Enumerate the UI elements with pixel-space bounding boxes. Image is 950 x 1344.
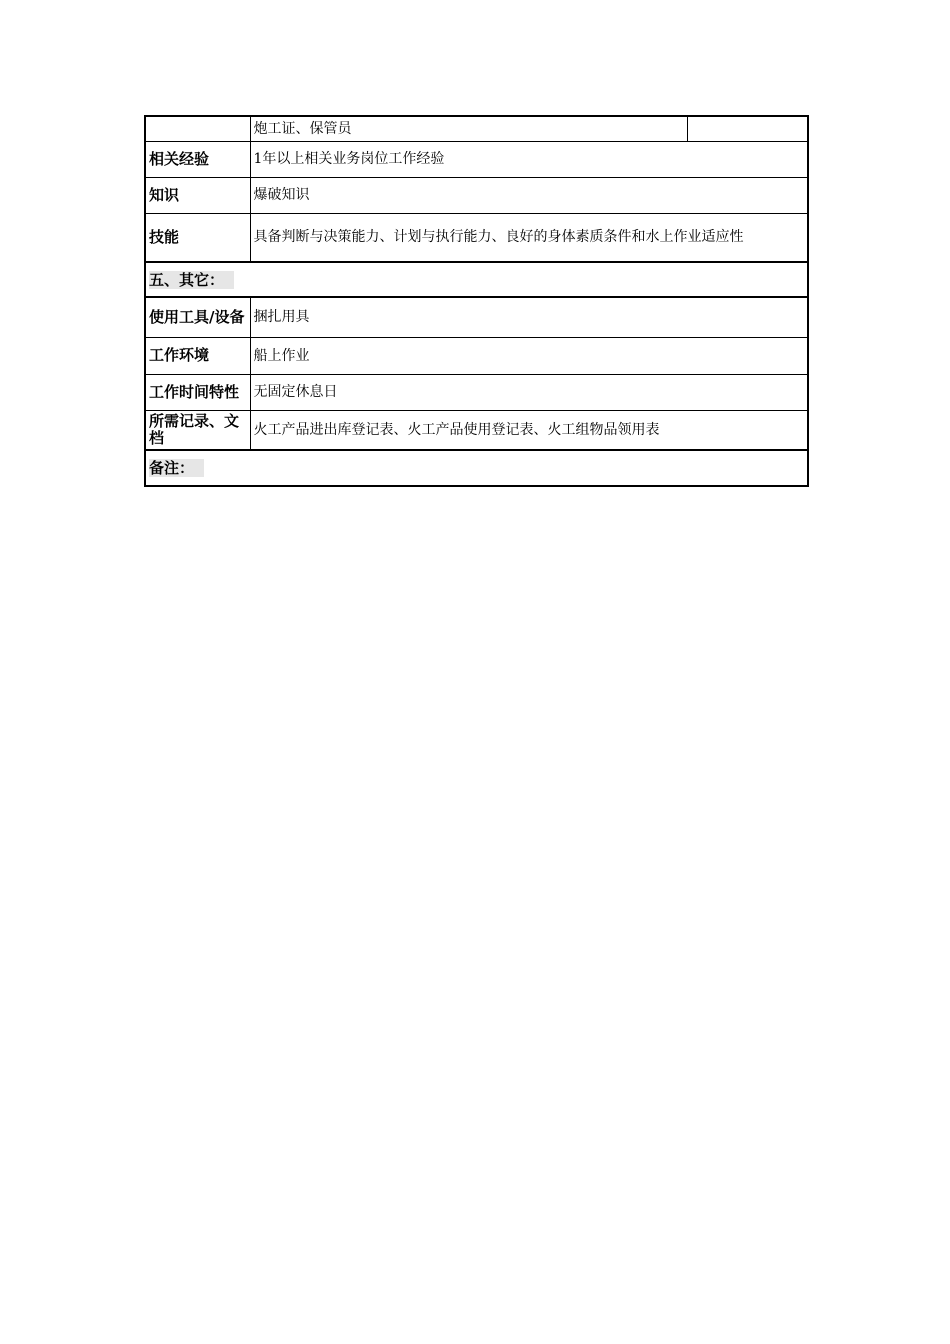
experience-row: [145, 141, 808, 177]
skills-row: [145, 213, 808, 262]
records-row: [145, 410, 808, 450]
certificate-row: [145, 116, 808, 141]
certificate-value: 炮工证、保管员: [250, 116, 687, 141]
knowledge-value: 爆破知识: [250, 177, 808, 213]
experience-label: 相关经验: [145, 141, 250, 177]
section-other-row: [145, 262, 808, 297]
experience-value: 1年以上相关业务岗位工作经验: [250, 141, 808, 177]
tools-value: 捆扎用具: [250, 297, 808, 337]
certificate-extra-cell: [687, 116, 808, 141]
work-time-row: [145, 374, 808, 410]
tools-label: 使用工具/设备: [145, 297, 250, 337]
work-time-value: 无固定休息日: [250, 374, 808, 410]
environment-label: 工作环境: [145, 337, 250, 374]
records-value: 火工产品进出库登记表、火工产品使用登记表、火工组物品领用表: [250, 410, 808, 450]
remarks-row: [145, 450, 808, 486]
remarks-title: 备注：: [149, 459, 204, 477]
work-time-label: 工作时间特性: [145, 374, 250, 410]
knowledge-label: 知识: [145, 177, 250, 213]
environment-row: [145, 337, 808, 374]
environment-value: 船上作业: [250, 337, 808, 374]
records-label: 所需记录、文档: [145, 410, 250, 450]
certificate-label: [145, 116, 250, 141]
section-other-title: 五、其它：: [149, 271, 234, 289]
skills-value: 具备判断与决策能力、计划与执行能力、良好的身体素质条件和水上作业适应性: [250, 213, 808, 262]
tools-row: [145, 297, 808, 337]
job-description-table: [144, 115, 809, 487]
knowledge-row: [145, 177, 808, 213]
skills-label: 技能: [145, 213, 250, 262]
